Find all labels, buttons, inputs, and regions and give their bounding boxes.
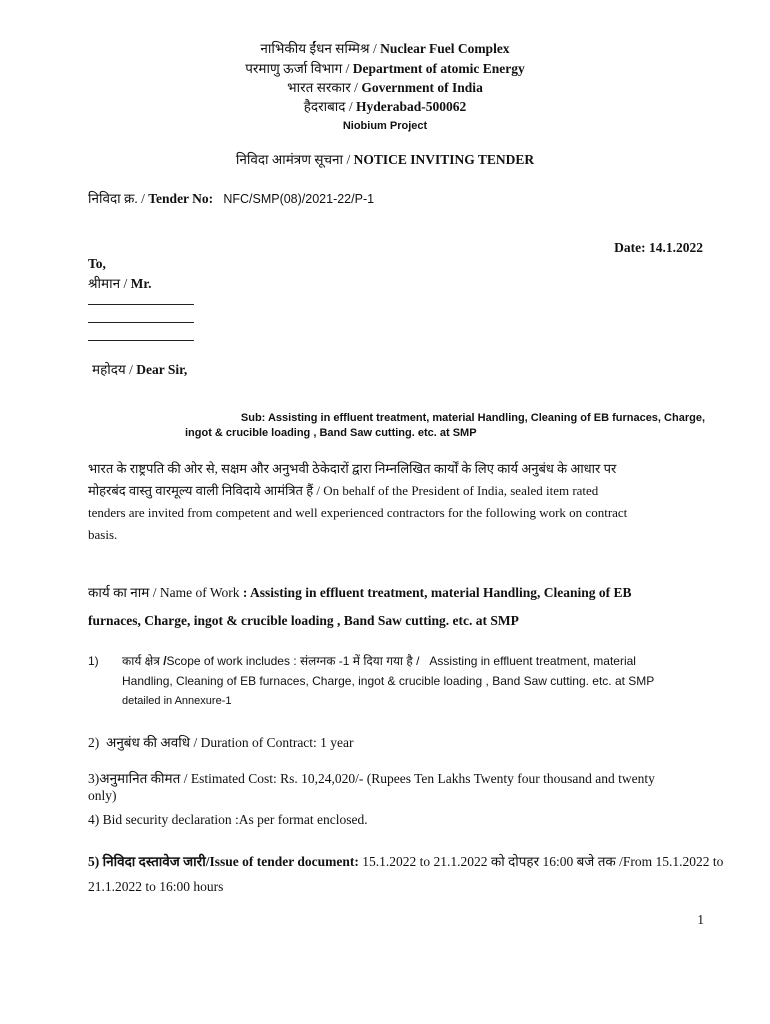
item-scope (88, 651, 704, 711)
work-label-english: Name of Work (159, 585, 240, 600)
intro-hindi-line-1: भारत के राष्ट्रपति की ओर से, सक्षम और अनुभवी ठेकेदारों द्वारा निम्नलिखित कार्यों के लिए कार्य अनुबंध के आधार पर (88, 461, 617, 476)
tender-number-line: निविदा क्र. / Tender No: NFC/SMP(08)/2021-22/P-1 (88, 191, 375, 206)
item-number: 1) (88, 654, 99, 668)
name-of-work (88, 579, 704, 635)
project-name: Niobium Project (342, 120, 428, 132)
scope-label-english: Scope of work includes : (166, 654, 297, 668)
scope-line-1: कार्य क्षेत्र /Scope of work includes : संलग्नक -1 में दिया गया है / Assisting in effluent treatment, material (122, 654, 636, 668)
header-line-government: भारत सरकार / Government of India (287, 80, 483, 95)
address-blank-line (88, 304, 194, 305)
mr-hindi: श्रीमान (88, 276, 121, 291)
scope-text-1: Assisting in effluent treatment, material (429, 654, 636, 668)
duration-label-hindi: अनुबंध की अवधि (106, 735, 191, 750)
item-duration: 2) अनुबंध की अवधि / Duration of Contract: 1 year (88, 735, 354, 750)
tender-label-english: Tender No: (148, 191, 214, 206)
salutation-hindi: महोदय (92, 362, 126, 377)
govt-name-english: Government of India (361, 80, 483, 95)
dept-name-hindi: परमाणु ऊर्जा विभाग (245, 61, 343, 76)
notice-title-english: NOTICE INVITING TENDER (353, 152, 535, 167)
subject-line-1: Sub: Assisting in effluent treatment, material Handling, Cleaning of EB furnaces, Charge, (240, 412, 705, 424)
intro-english-part-3: basis. (88, 527, 118, 542)
org-name-hindi: नाभिकीय ईंधन सम्मिश्र (260, 41, 370, 56)
govt-name-hindi: भारत सरकार (287, 80, 351, 95)
tender-label-hindi: निविदा क्र. (88, 191, 138, 206)
item-bid-security: 4) Bid security declaration :As per format enclosed. (88, 812, 368, 827)
work-label-hindi: कार्य का नाम (88, 585, 150, 600)
address-blank-line (88, 322, 194, 323)
cost-text-1: Estimated Cost: Rs. 10,24,020/- (Rupees Ten Lakhs Twenty four thousand and twenty (190, 771, 655, 786)
scope-text-2: Handling, Cleaning of EB furnaces, Charge, ingot & crucible loading , Band Saw cutting. etc. at SMP (122, 674, 655, 688)
mr-line: श्रीमान / Mr. (88, 276, 152, 291)
cost-text-2: only) (88, 788, 117, 803)
item-number: 3) (88, 771, 100, 786)
scope-annex-hindi: संलग्नक -1 में दिया गया है (299, 654, 413, 668)
item-number: 2) (88, 735, 100, 750)
date-label: Date: (614, 240, 646, 255)
intro-english-part-2: tenders are invited from competent and well experienced contractors for the following work on contract (88, 505, 628, 520)
salutation-english: Dear Sir, (136, 362, 188, 377)
scope-label-hindi: कार्य क्षेत्र (122, 654, 160, 668)
city-hindi: हैदराबाद (303, 99, 346, 114)
intro-paragraph (88, 458, 704, 546)
issue-text-b: 21.1.2022 to 16:00 hours (88, 879, 224, 894)
cost-line-1: 3)अनुमानित कीमत / Estimated Cost: Rs. 10,24,020/- (Rupees Ten Lakhs Twenty four thousand and twenty (88, 771, 655, 786)
item-scope-body (122, 651, 704, 711)
intro-english-part-1: On behalf of the President of India, sealed item rated (323, 483, 599, 498)
issue-label: 5) निविदा दस्तावेज जारी/Issue of tender document: (88, 854, 359, 869)
header-line-organization: नाभिकीय ईंधन सम्मिश्र / Nuclear Fuel Complex (260, 41, 510, 56)
mr-english: Mr. (130, 276, 152, 291)
tender-number: NFC/SMP(08)/2021-22/P-1 (223, 192, 375, 206)
duration-text: Duration of Contract: 1 year (200, 735, 354, 750)
dept-name-english: Department of atomic Energy (352, 61, 525, 76)
header-line-city: हैदराबाद / Hyderabad-500062 (303, 99, 467, 114)
address-blank-line (88, 340, 194, 341)
intro-mixed-line: मोहरबंद वास्तु वारमूल्य वाली निविदाये आमंत्रित हैं / On behalf of the President of India, sealed item rated (88, 483, 599, 498)
org-name-english: Nuclear Fuel Complex (380, 41, 510, 56)
subject-line-2: ingot & crucible loading , Band Saw cutting. etc. at SMP (185, 427, 477, 439)
date-line (614, 240, 703, 256)
salutation: महोदय / Dear Sir, (92, 362, 188, 377)
date-value: 14.1.2022 (649, 240, 703, 255)
scope-text-3: detailed in Annexure-1 (122, 695, 232, 707)
page-number: 1 (697, 912, 704, 927)
notice-title: निविदा आमंत्रण सूचना / NOTICE INVITING TENDER (235, 152, 535, 167)
to-label: To, (88, 256, 106, 271)
issue-line-1 (88, 849, 724, 874)
header-line-department: परमाणु ऊर्जा विभाग / Department of atomic Energy (245, 61, 525, 76)
intro-hindi-line-2: मोहरबंद वास्तु वारमूल्य वाली निविदाये आमंत्रित हैं (88, 483, 314, 498)
item-cost (88, 770, 704, 804)
name-of-work-line-1: कार्य का नाम / Name of Work : Assisting in effluent treatment, material Handling, Cleaning of EB (88, 585, 632, 600)
city-english: Hyderabad-500062 (355, 99, 467, 114)
issue-text-a: 15.1.2022 to 21.1.2022 को दोपहर 16:00 बजे तक /From 15.1.2022 to (362, 854, 724, 869)
work-title-part-2: furnaces, Charge, ingot & crucible loading , Band Saw cutting. etc. at SMP (88, 613, 519, 628)
cost-label-hindi: अनुमानित कीमत (99, 771, 181, 786)
notice-title-hindi: निविदा आमंत्रण सूचना (235, 152, 344, 167)
item-issue-document (88, 849, 724, 899)
subject-block (185, 411, 705, 441)
work-title-part-1: : Assisting in effluent treatment, material Handling, Cleaning of EB (242, 585, 632, 600)
